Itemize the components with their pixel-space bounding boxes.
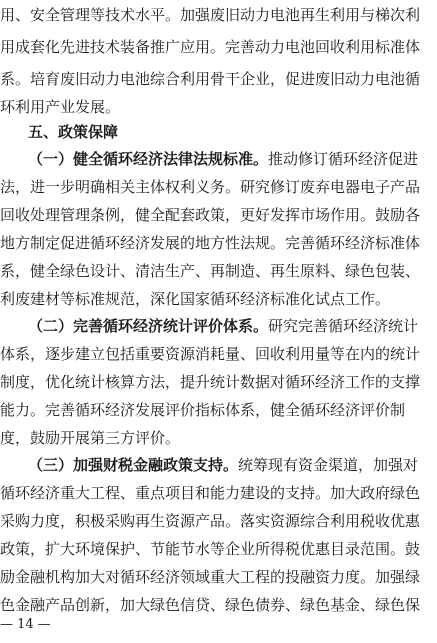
para1-first-line [0, 151, 437, 168]
intro-line-4: 环利用产业发展。 [0, 99, 121, 116]
para2-line: 制度，优化统计核算方法，提升统计数据对循环经济工作的支撑 [0, 374, 421, 391]
para2-line: 度，鼓励开展第三方评价。 [0, 430, 181, 447]
para2-line: 体系，逐步建立包括重要资源消耗量、回收利用量等在内的统计 [0, 346, 421, 363]
para3-line: 政策，扩大环境保护、节能节水等企业所得税优惠目录范围。鼓 [0, 541, 421, 558]
page-number: — 14 — [0, 617, 51, 632]
para3-line: 循环经济重大工程、重点项目和能力建设的支持。加大政府绿色 [0, 485, 421, 502]
intro-line-3: 系。培育废旧动力电池综合利用骨干企业，促进废旧动力电池循 [0, 71, 421, 88]
intro-line-1: 用、安全管理等技术水平。加强废旧动力电池再生利用与梯次利 [0, 7, 421, 24]
intro-line-2: 用成套化先进技术装备推广应用。完善动力电池回收利用标准体 [0, 39, 421, 56]
para3-first-line [0, 457, 437, 474]
para1-line: 法，进一步明确相关主体权利义务。研究修订废弃电器电子产品 [0, 179, 421, 196]
para1-line: 地方制定促进循环经济发展的地方性法规。完善循环经济标准体 [0, 235, 421, 252]
para1-line: 回收处理管理条例，健全配套政策，更好发挥市场作用。鼓励各 [0, 207, 421, 224]
para1-line: 系，健全绿色设计、清洁生产、再制造、再生原料、绿色包装、 [0, 263, 421, 280]
para2-first-line [0, 318, 437, 335]
para2-lead: （二）完善循环经济统计评价体系。 [28, 318, 269, 335]
para2-first-rest: 研究完善循环经济统计 [268, 318, 419, 335]
para1-first-rest: 推动修订循环经济促进 [268, 151, 419, 168]
para3-first-rest: 统筹现有资金渠道，加强对 [238, 457, 419, 474]
section-title: 五、政策保障 [28, 124, 119, 141]
para1-lead: （一）健全循环经济法律法规标准。 [28, 151, 269, 168]
para3-line: 采购力度，积极采购再生资源产品。落实资源综合利用税收优惠 [0, 513, 421, 530]
para2-line: 能力。完善循环经济发展评价指标体系，健全循环经济评价制 [0, 402, 406, 419]
para1-line: 利废建材等标准规范，深化国家循环经济标准化试点工作。 [0, 291, 391, 308]
para3-lead: （三）加强财税金融政策支持。 [28, 457, 239, 474]
para3-line: 励金融机构加大对循环经济领域重大工程的投融资力度。加强绿 [0, 569, 421, 586]
para3-line: 色金融产品创新，加大绿色信贷、绿色债券、绿色基金、绿色保 [0, 597, 421, 614]
